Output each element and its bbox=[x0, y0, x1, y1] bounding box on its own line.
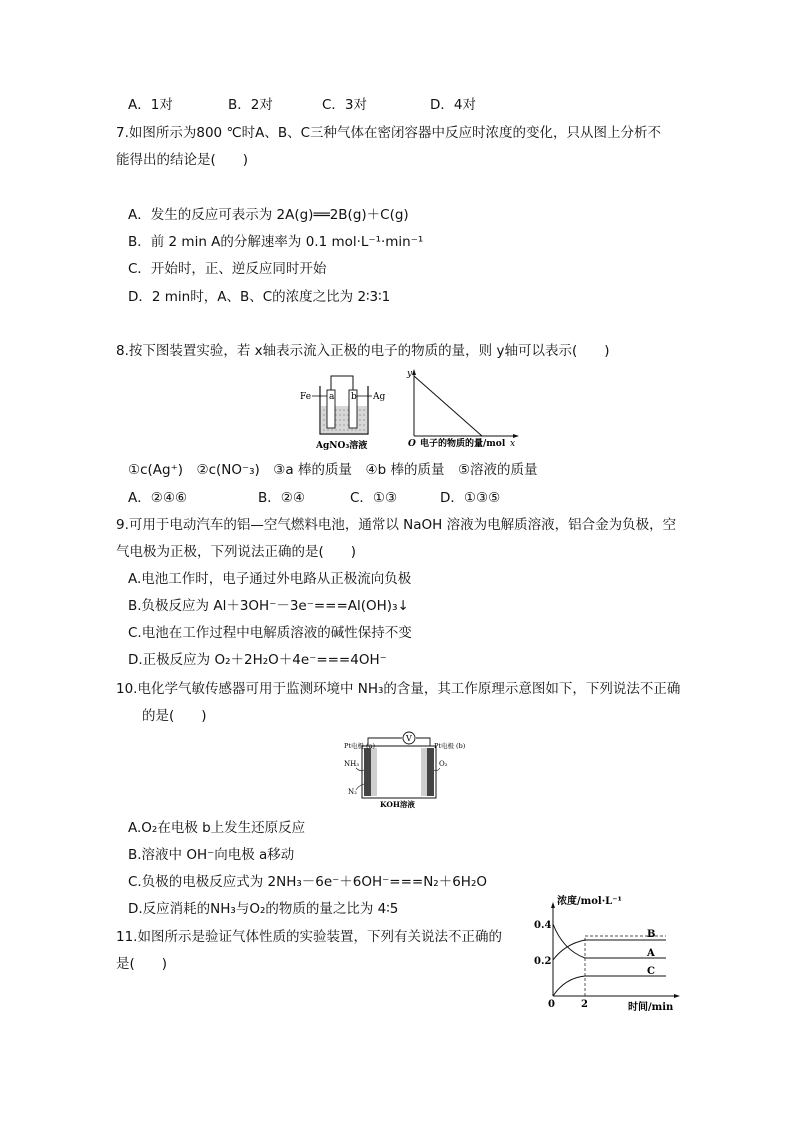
q8-option-b: B．②④ bbox=[258, 490, 305, 506]
q7-option-b: B．前 2 min A的分解速率为 0.1 mol·L⁻¹·min⁻¹ bbox=[128, 234, 424, 250]
q8-option-c: C．①③ bbox=[350, 490, 398, 506]
q9-option-b: B.负极反应为 Al＋3OH⁻－3e⁻===Al(OH)₃↓ bbox=[128, 598, 409, 614]
q8-graph bbox=[404, 366, 526, 450]
q10-option-d: D.反应消耗的NH₃与O₂的物质的量之比为 4∶5 bbox=[128, 901, 399, 917]
q10-sensor-figure bbox=[344, 728, 476, 810]
q8-stem: 8.按下图装置实验，若 x轴表示流入正极的电子的物质的量，则 y轴可以表示( ) bbox=[116, 343, 610, 359]
concentration-chart bbox=[530, 892, 690, 1016]
series-c-curve bbox=[553, 976, 666, 996]
q10-stem-line1: 10.电化学气敏传感器可用于监测环境中 NH₃的含量，其工作原理示意图如下，下列说法不正确 bbox=[116, 681, 681, 697]
q8-option-d: D．①③⑤ bbox=[440, 490, 501, 506]
q9-stem-line2: 气电极为正极，下列说法正确的是( ) bbox=[116, 544, 357, 560]
q10-fig-o2-label: O₂ bbox=[439, 760, 448, 768]
q8-graph-y-label: y bbox=[407, 369, 413, 379]
chart-y-axis-title: 浓度/mol·L⁻¹ bbox=[557, 896, 622, 907]
q8-fig-b-label: b bbox=[351, 392, 357, 402]
q9-option-c: C.电池在工作过程中电解质溶液的碱性保持不变 bbox=[128, 625, 412, 641]
q11-stem-line2: 是( ) bbox=[116, 956, 168, 972]
q9-option-a: A.电池工作时，电子通过外电路从正极流向负极 bbox=[128, 571, 412, 587]
q6-option-b: B．2对 bbox=[228, 97, 273, 113]
series-c-label: C bbox=[647, 966, 655, 977]
chart-x-axis-title: 时间/min bbox=[628, 1002, 674, 1013]
q10-stem-line2: 的是( ) bbox=[142, 708, 207, 724]
q8-apparatus-figure bbox=[300, 372, 400, 452]
q10-fig-electrode-a-label: Pt电极 (a) bbox=[344, 742, 375, 750]
q8-fig-a-label: a bbox=[329, 392, 335, 402]
q8-graph-x-title: 电子的物质的量/mol bbox=[420, 439, 506, 449]
q8-option-a: A．②④⑥ bbox=[128, 490, 188, 506]
q6-option-d: D．4对 bbox=[430, 97, 476, 113]
q9-stem-line1: 9.可用于电动汽车的铝—空气燃料电池，通常以 NaOH 溶液为电解质溶液，铝合金为负极，空 bbox=[116, 517, 677, 533]
q7-option-d: D．2 min时，A、B、C的浓度之比为 2∶3∶1 bbox=[128, 289, 391, 305]
q8-fig-fe-label: Fe bbox=[300, 392, 312, 402]
q8-graph-x-label: x bbox=[510, 439, 516, 449]
q7-option-c: C．开始时，正、逆反应同时开始 bbox=[128, 261, 327, 277]
q6-option-c: C．3对 bbox=[322, 97, 368, 113]
q8-fig-ag-label: Ag bbox=[373, 392, 386, 402]
chart-origin-label: 0 bbox=[548, 999, 555, 1010]
chart-y-tick-0.4: 0.4 bbox=[534, 920, 552, 931]
q8-items: ①c(Ag⁺) ②c(NO⁻₃) ③a 棒的质量 ④b 棒的质量 ⑤溶液的质量 bbox=[128, 462, 538, 478]
q8-graph-origin-label: O bbox=[408, 439, 416, 449]
series-a-label: A bbox=[647, 948, 655, 959]
q10-fig-electrode-b-label: Pt电极 (b) bbox=[434, 742, 466, 750]
q8-fig-solution-label: AgNO₃溶液 bbox=[316, 441, 368, 451]
q6-option-a: A．1对 bbox=[128, 97, 173, 113]
q10-fig-nh3-label: NH₃ bbox=[344, 760, 360, 768]
q10-option-c: C.负极的电极反应式为 2NH₃－6e⁻＋6OH⁻===N₂＋6H₂O bbox=[128, 874, 487, 890]
q10-option-b: B.溶液中 OH⁻向电极 a移动 bbox=[128, 847, 295, 863]
q7-stem-line2: 能得出的结论是( ) bbox=[116, 152, 249, 168]
q10-option-a: A.O₂在电极 b上发生还原反应 bbox=[128, 820, 306, 836]
chart-x-tick-2: 2 bbox=[581, 999, 588, 1010]
q11-stem-line1: 11.如图所示是验证气体性质的实验装置，下列有关说法不正确的 bbox=[116, 929, 502, 945]
chart-y-tick-0.2: 0.2 bbox=[534, 956, 552, 967]
q7-option-a: A．发生的反应可表示为 2A(g)══2B(g)＋C(g) bbox=[128, 207, 409, 223]
q10-fig-voltmeter-label: V bbox=[406, 734, 412, 743]
q10-fig-koh-label: KOH溶液 bbox=[380, 800, 415, 809]
q9-option-d: D.正极反应为 O₂＋2H₂O＋4e⁻===4OH⁻ bbox=[128, 652, 387, 668]
series-b-label: B bbox=[647, 929, 656, 940]
q7-stem-line1: 7.如图所示为800 ℃时A、B、C三种气体在密闭容器中反应时浓度的变化，只从图上分析不 bbox=[116, 125, 662, 141]
q10-fig-n2-label: N₂ bbox=[348, 788, 357, 796]
